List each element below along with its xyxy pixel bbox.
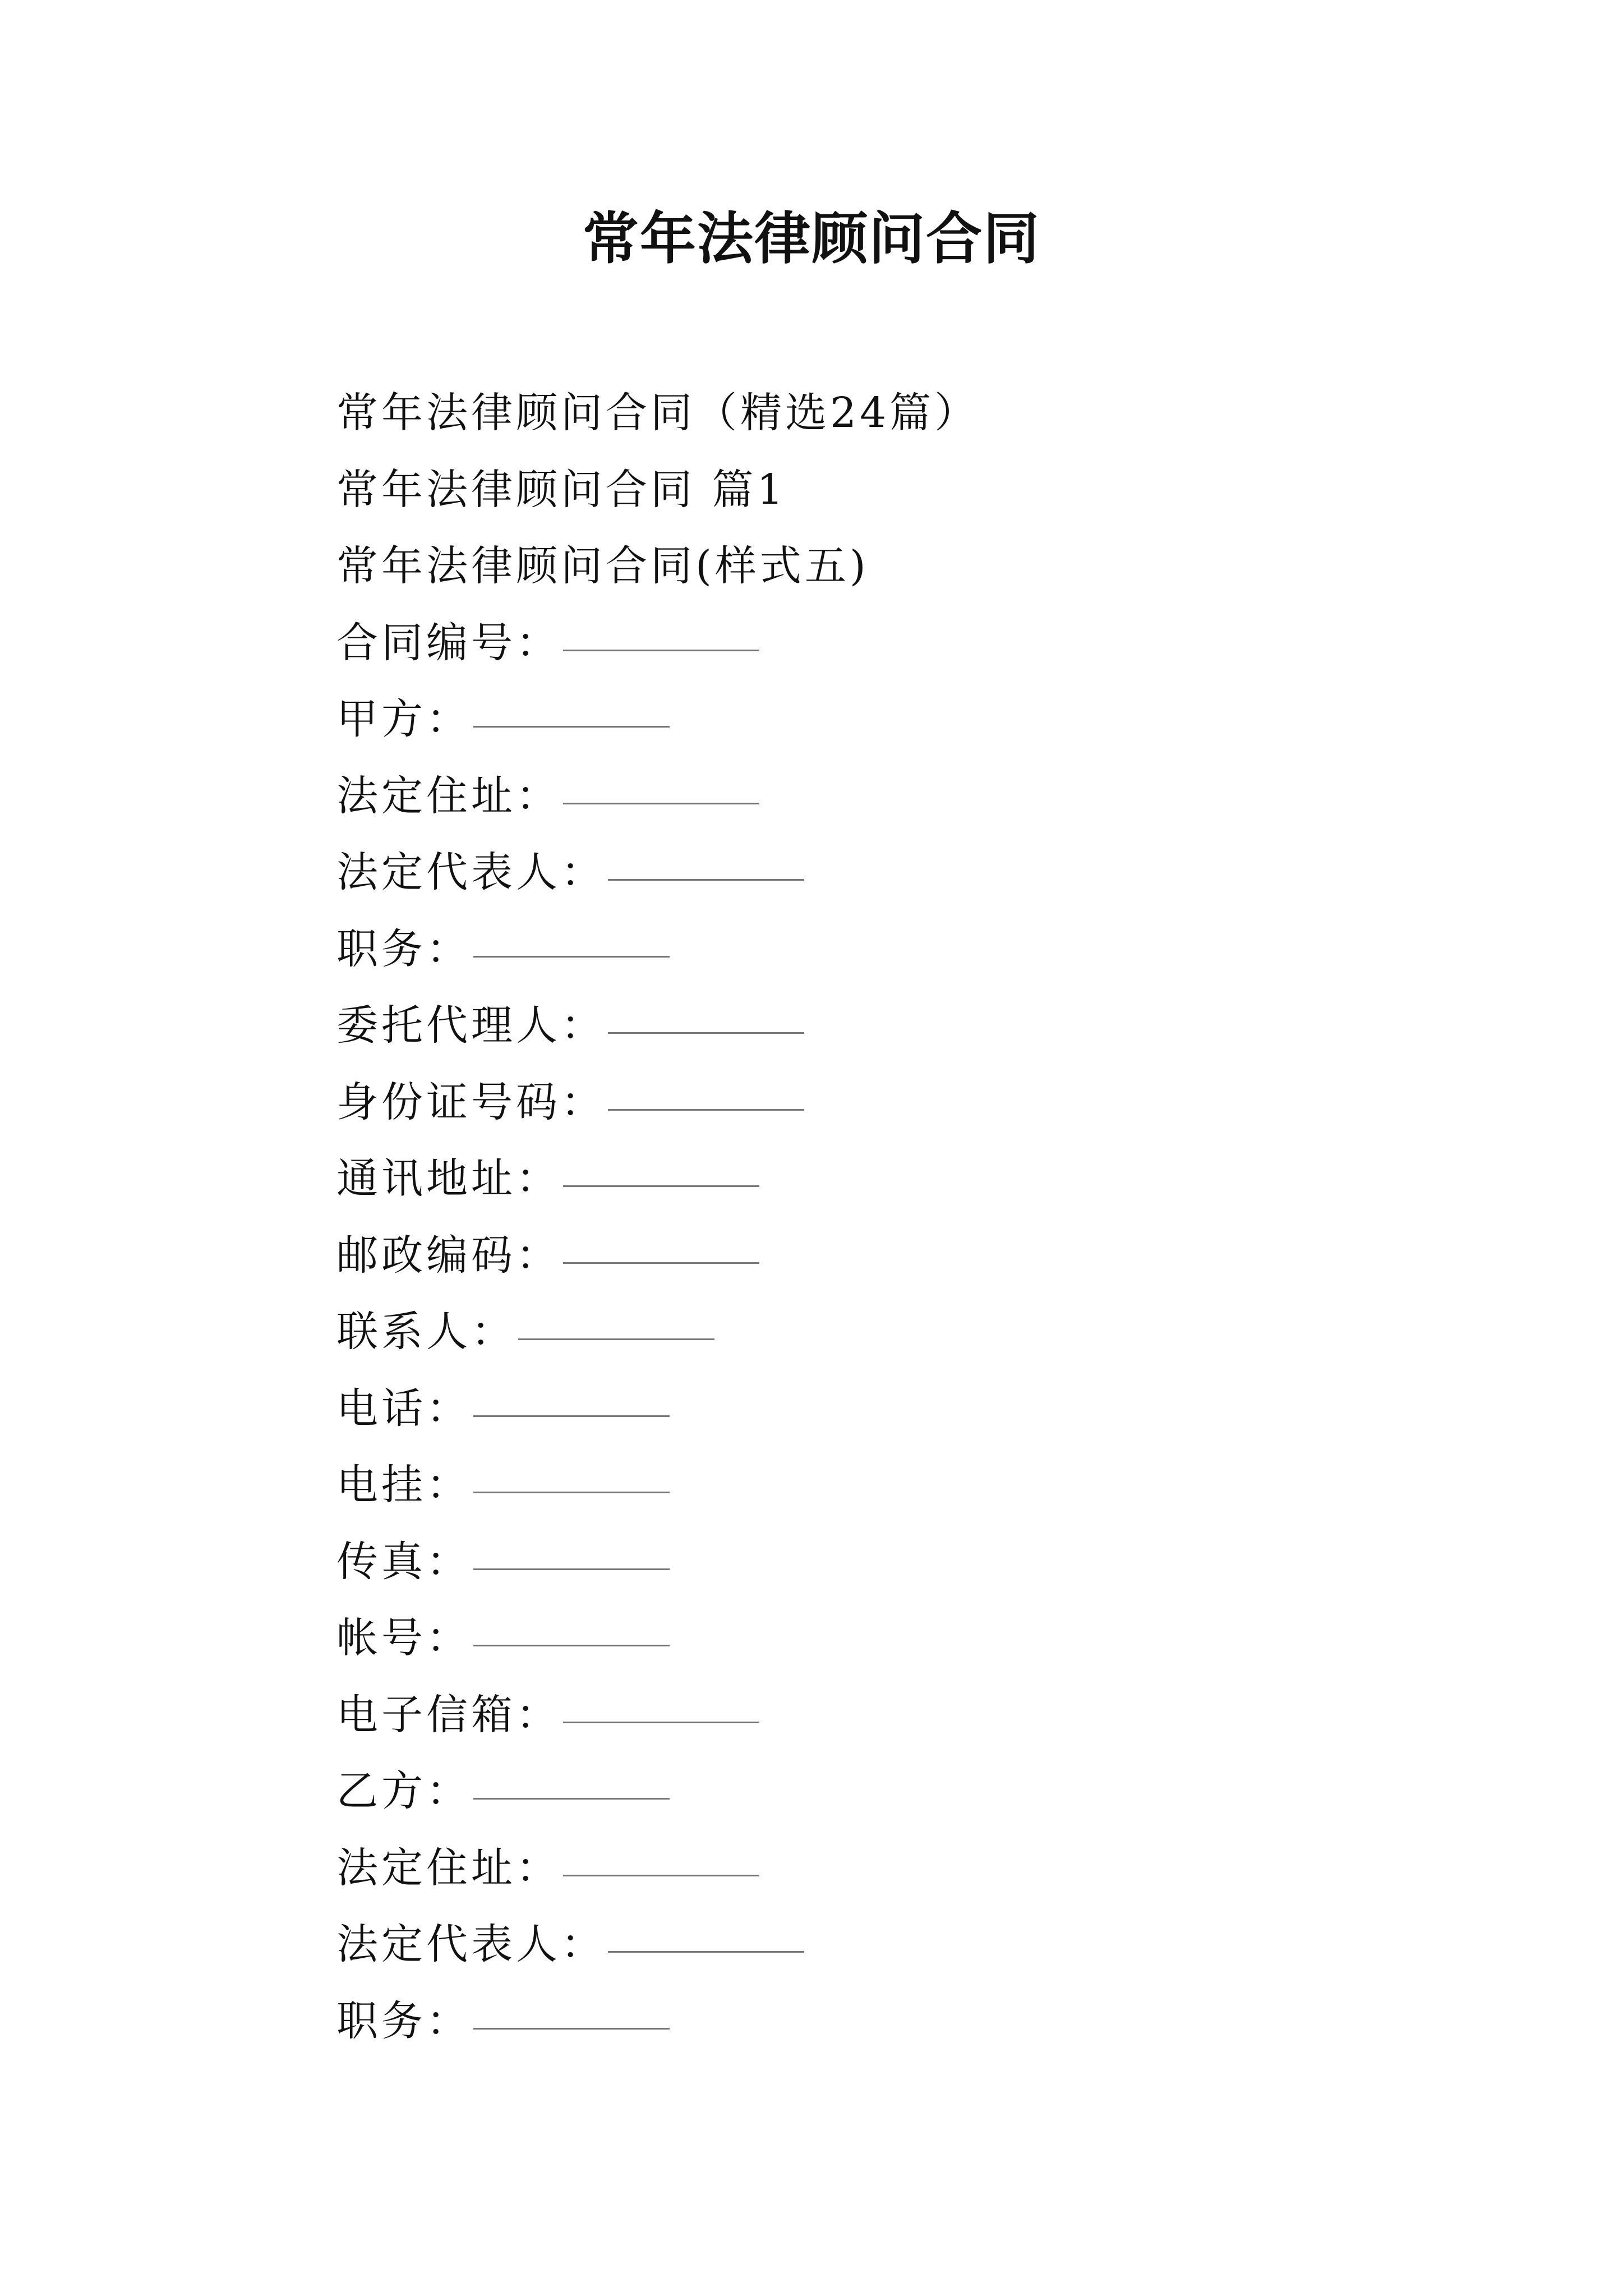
fill-in-blank [473, 911, 670, 958]
field-label: 合同编号： [336, 618, 561, 667]
field-label: 职务： [336, 924, 471, 973]
field-label: 电挂： [336, 1461, 471, 1509]
form-field-row [336, 1294, 1514, 1370]
form-field-row [336, 1906, 1514, 1983]
fill-in-blank [608, 1064, 804, 1111]
field-label: 法定住址： [336, 771, 561, 820]
fill-in-blank [473, 681, 670, 728]
fill-in-blank [608, 987, 804, 1034]
fill-in-blank [608, 1906, 804, 1953]
field-label: 委托代理人： [336, 1001, 606, 1050]
field-label: 通讯地址： [336, 1154, 561, 1203]
field-label: 法定住址： [336, 1843, 561, 1892]
intro-line: 常年法律顾问合同 篇1 [336, 465, 787, 514]
fill-in-blank [563, 1217, 759, 1264]
field-label: 甲方： [336, 695, 471, 743]
fill-in-blank [473, 1983, 670, 2030]
document-title: 常年法律顾问合同 [583, 205, 1040, 272]
fill-in-blank [563, 1677, 759, 1723]
field-label: 帐号： [336, 1614, 471, 1662]
fill-in-blank [473, 1447, 670, 1493]
field-label: 电话： [336, 1384, 471, 1433]
form-field-row [336, 987, 1514, 1064]
form-field-row [336, 1447, 1514, 1524]
fill-in-blank [608, 834, 804, 881]
fill-in-blank [473, 1600, 670, 1646]
fill-in-blank [563, 605, 759, 651]
form-field-row [336, 1370, 1514, 1447]
form-field-row [336, 834, 1514, 911]
field-label: 法定代表人： [336, 848, 606, 896]
form-field-row [336, 1830, 1514, 1907]
fill-in-blank [563, 1140, 759, 1187]
fill-in-blank [473, 1524, 670, 1570]
field-label: 电子信箱： [336, 1690, 561, 1739]
document-body [336, 375, 1514, 2059]
fill-in-blank [473, 1370, 670, 1417]
form-field-row [336, 1524, 1514, 1600]
field-label: 身份证号码： [336, 1078, 606, 1126]
form-field-row [336, 1217, 1514, 1294]
form-field-row [336, 605, 1514, 682]
fill-in-blank [563, 1830, 759, 1876]
fill-in-blank [473, 1753, 670, 1800]
form-field-row [336, 1140, 1514, 1217]
form-field-row [336, 758, 1514, 835]
intro-line: 常年法律顾问合同(样式五) [336, 542, 869, 590]
field-label: 职务： [336, 1996, 471, 2045]
field-label: 联系人： [336, 1308, 516, 1356]
field-label: 法定代表人： [336, 1920, 606, 1968]
fill-in-blank [518, 1294, 714, 1340]
field-label: 传真： [336, 1537, 471, 1586]
field-label: 乙方： [336, 1767, 471, 1815]
form-field-row [336, 1753, 1514, 1830]
form-field-row [336, 1600, 1514, 1677]
form-field-row [336, 1064, 1514, 1141]
form-field-row [336, 911, 1514, 988]
form-field-row [336, 681, 1514, 758]
field-label: 邮政编码： [336, 1231, 561, 1280]
form-field-row [336, 1677, 1514, 1754]
intro-line: 常年法律顾问合同（精选24篇） [336, 389, 980, 437]
fill-in-blank [563, 758, 759, 804]
form-field-row [336, 1983, 1514, 2060]
